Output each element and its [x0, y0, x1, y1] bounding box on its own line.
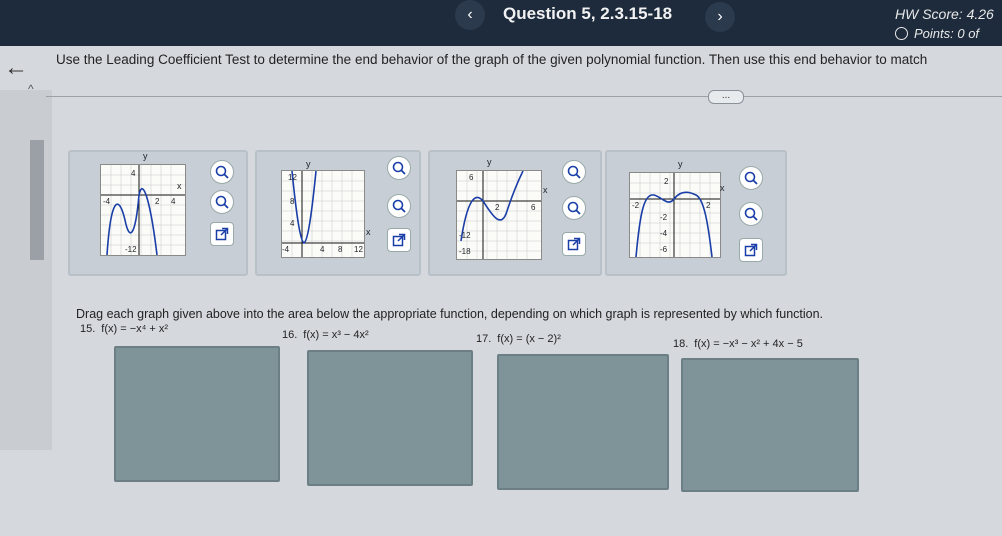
graph-card-1[interactable] — [68, 150, 248, 276]
open-external-icon[interactable] — [562, 232, 586, 256]
graph-card-3[interactable] — [428, 150, 602, 276]
more-button[interactable]: ... — [708, 90, 744, 104]
graph-2-x-label: x — [366, 227, 371, 237]
question-title: Question 5, 2.3.15-18 — [503, 4, 673, 23]
graph-2-y-label: y — [306, 159, 311, 169]
open-external-icon[interactable] — [739, 238, 763, 262]
points-circle-icon — [895, 27, 908, 40]
points-label: Points: 0 of — [914, 26, 980, 41]
function-expression: f(x) = x³ − 4x² — [303, 329, 369, 341]
prev-question-button[interactable]: ‹ — [455, 0, 485, 30]
graph-2-tick: 8 — [290, 197, 295, 206]
divider — [46, 96, 1002, 97]
graph-3-tick: 2 — [495, 203, 500, 212]
graph-3-tick: -18 — [459, 247, 471, 256]
graph-3-tick: 6 — [469, 173, 474, 182]
function-expression: f(x) = −x⁴ + x² — [101, 323, 169, 335]
collapse-caret[interactable]: ^ — [28, 82, 34, 96]
left-sidebar — [0, 90, 52, 450]
hw-score: HW Score: 4.26 — [895, 6, 994, 22]
function-17-label — [476, 333, 561, 345]
graph-3-y-label: y — [487, 157, 492, 167]
function-number: 18. — [673, 338, 689, 350]
graph-2-tick: 4 — [320, 245, 325, 254]
graph-4-tick: -6 — [660, 245, 668, 254]
graph-3-tick: -12 — [459, 231, 471, 240]
zoom-out-icon[interactable] — [562, 196, 586, 220]
next-question-button[interactable]: › — [705, 2, 735, 32]
graph-1-tick: -4 — [103, 197, 111, 206]
graph-3-x-label: x — [543, 185, 548, 195]
graph-1-tick: -12 — [125, 245, 137, 254]
function-16-label — [282, 329, 369, 341]
zoom-out-icon[interactable] — [739, 202, 763, 226]
open-external-icon[interactable] — [387, 228, 411, 252]
graph-4-x-label: x — [720, 183, 725, 193]
graph-1-tick: 4 — [171, 197, 176, 206]
graph-4-plot — [630, 173, 720, 257]
graph-2-tick: 4 — [290, 219, 295, 228]
graph-3[interactable] — [456, 157, 548, 260]
open-external-icon[interactable] — [210, 222, 234, 246]
graph-1[interactable] — [100, 151, 186, 256]
graph-4[interactable] — [629, 159, 725, 258]
drop-zone-18[interactable] — [681, 358, 859, 492]
graph-4-tick: -2 — [660, 213, 668, 222]
graph-1-tick: 2 — [155, 197, 160, 206]
graph-card-2[interactable] — [255, 150, 421, 276]
graph-1-plot — [101, 165, 185, 255]
graph-4-tick: -2 — [632, 201, 640, 210]
function-number: 17. — [476, 333, 492, 345]
graph-4-tick: 2 — [706, 201, 711, 210]
function-18-label — [673, 338, 803, 350]
back-arrow-icon[interactable]: ← — [4, 54, 28, 81]
function-number: 15. — [80, 323, 96, 335]
graph-1-tick: 4 — [131, 169, 136, 178]
graph-2-tick: -4 — [282, 245, 290, 254]
drop-zone-17[interactable] — [497, 354, 669, 490]
graph-4-tick: 2 — [664, 177, 669, 186]
drag-instruction: Drag each graph given above into the area below the appropriate function, depending on which graph is represented by which function. — [76, 307, 824, 321]
zoom-out-icon[interactable] — [210, 190, 234, 214]
graph-4-y-label: y — [678, 159, 683, 169]
graph-1-y-label: y — [143, 151, 148, 161]
graph-1-x-label: x — [177, 181, 182, 191]
zoom-in-icon[interactable] — [210, 160, 234, 184]
drop-zone-16[interactable] — [307, 350, 473, 486]
graph-2-tick: 12 — [354, 245, 363, 254]
points — [895, 26, 979, 41]
function-15-label — [80, 323, 168, 335]
scrollbar-thumb[interactable] — [30, 140, 44, 260]
graph-4-tick: -4 — [660, 229, 668, 238]
graph-2[interactable] — [281, 159, 371, 258]
graph-3-plot — [457, 171, 541, 259]
function-expression: f(x) = (x − 2)² — [497, 333, 561, 345]
graph-3-tick: 6 — [531, 203, 536, 212]
instruction-text: Use the Leading Coefficient Test to determine the end behavior of the graph of the given polynomial function. Then use this end behavior to match — [56, 52, 928, 67]
graph-2-tick: 8 — [338, 245, 343, 254]
function-expression: f(x) = −x³ − x² + 4x − 5 — [694, 338, 803, 350]
zoom-in-icon[interactable] — [739, 166, 763, 190]
zoom-in-icon[interactable] — [562, 160, 586, 184]
graph-card-4[interactable] — [605, 150, 787, 276]
drop-zone-15[interactable] — [114, 346, 280, 482]
zoom-out-icon[interactable] — [387, 194, 411, 218]
function-number: 16. — [282, 329, 298, 341]
graph-2-tick: 12 — [288, 173, 297, 182]
zoom-in-icon[interactable] — [387, 156, 411, 180]
top-bar — [0, 0, 1002, 46]
